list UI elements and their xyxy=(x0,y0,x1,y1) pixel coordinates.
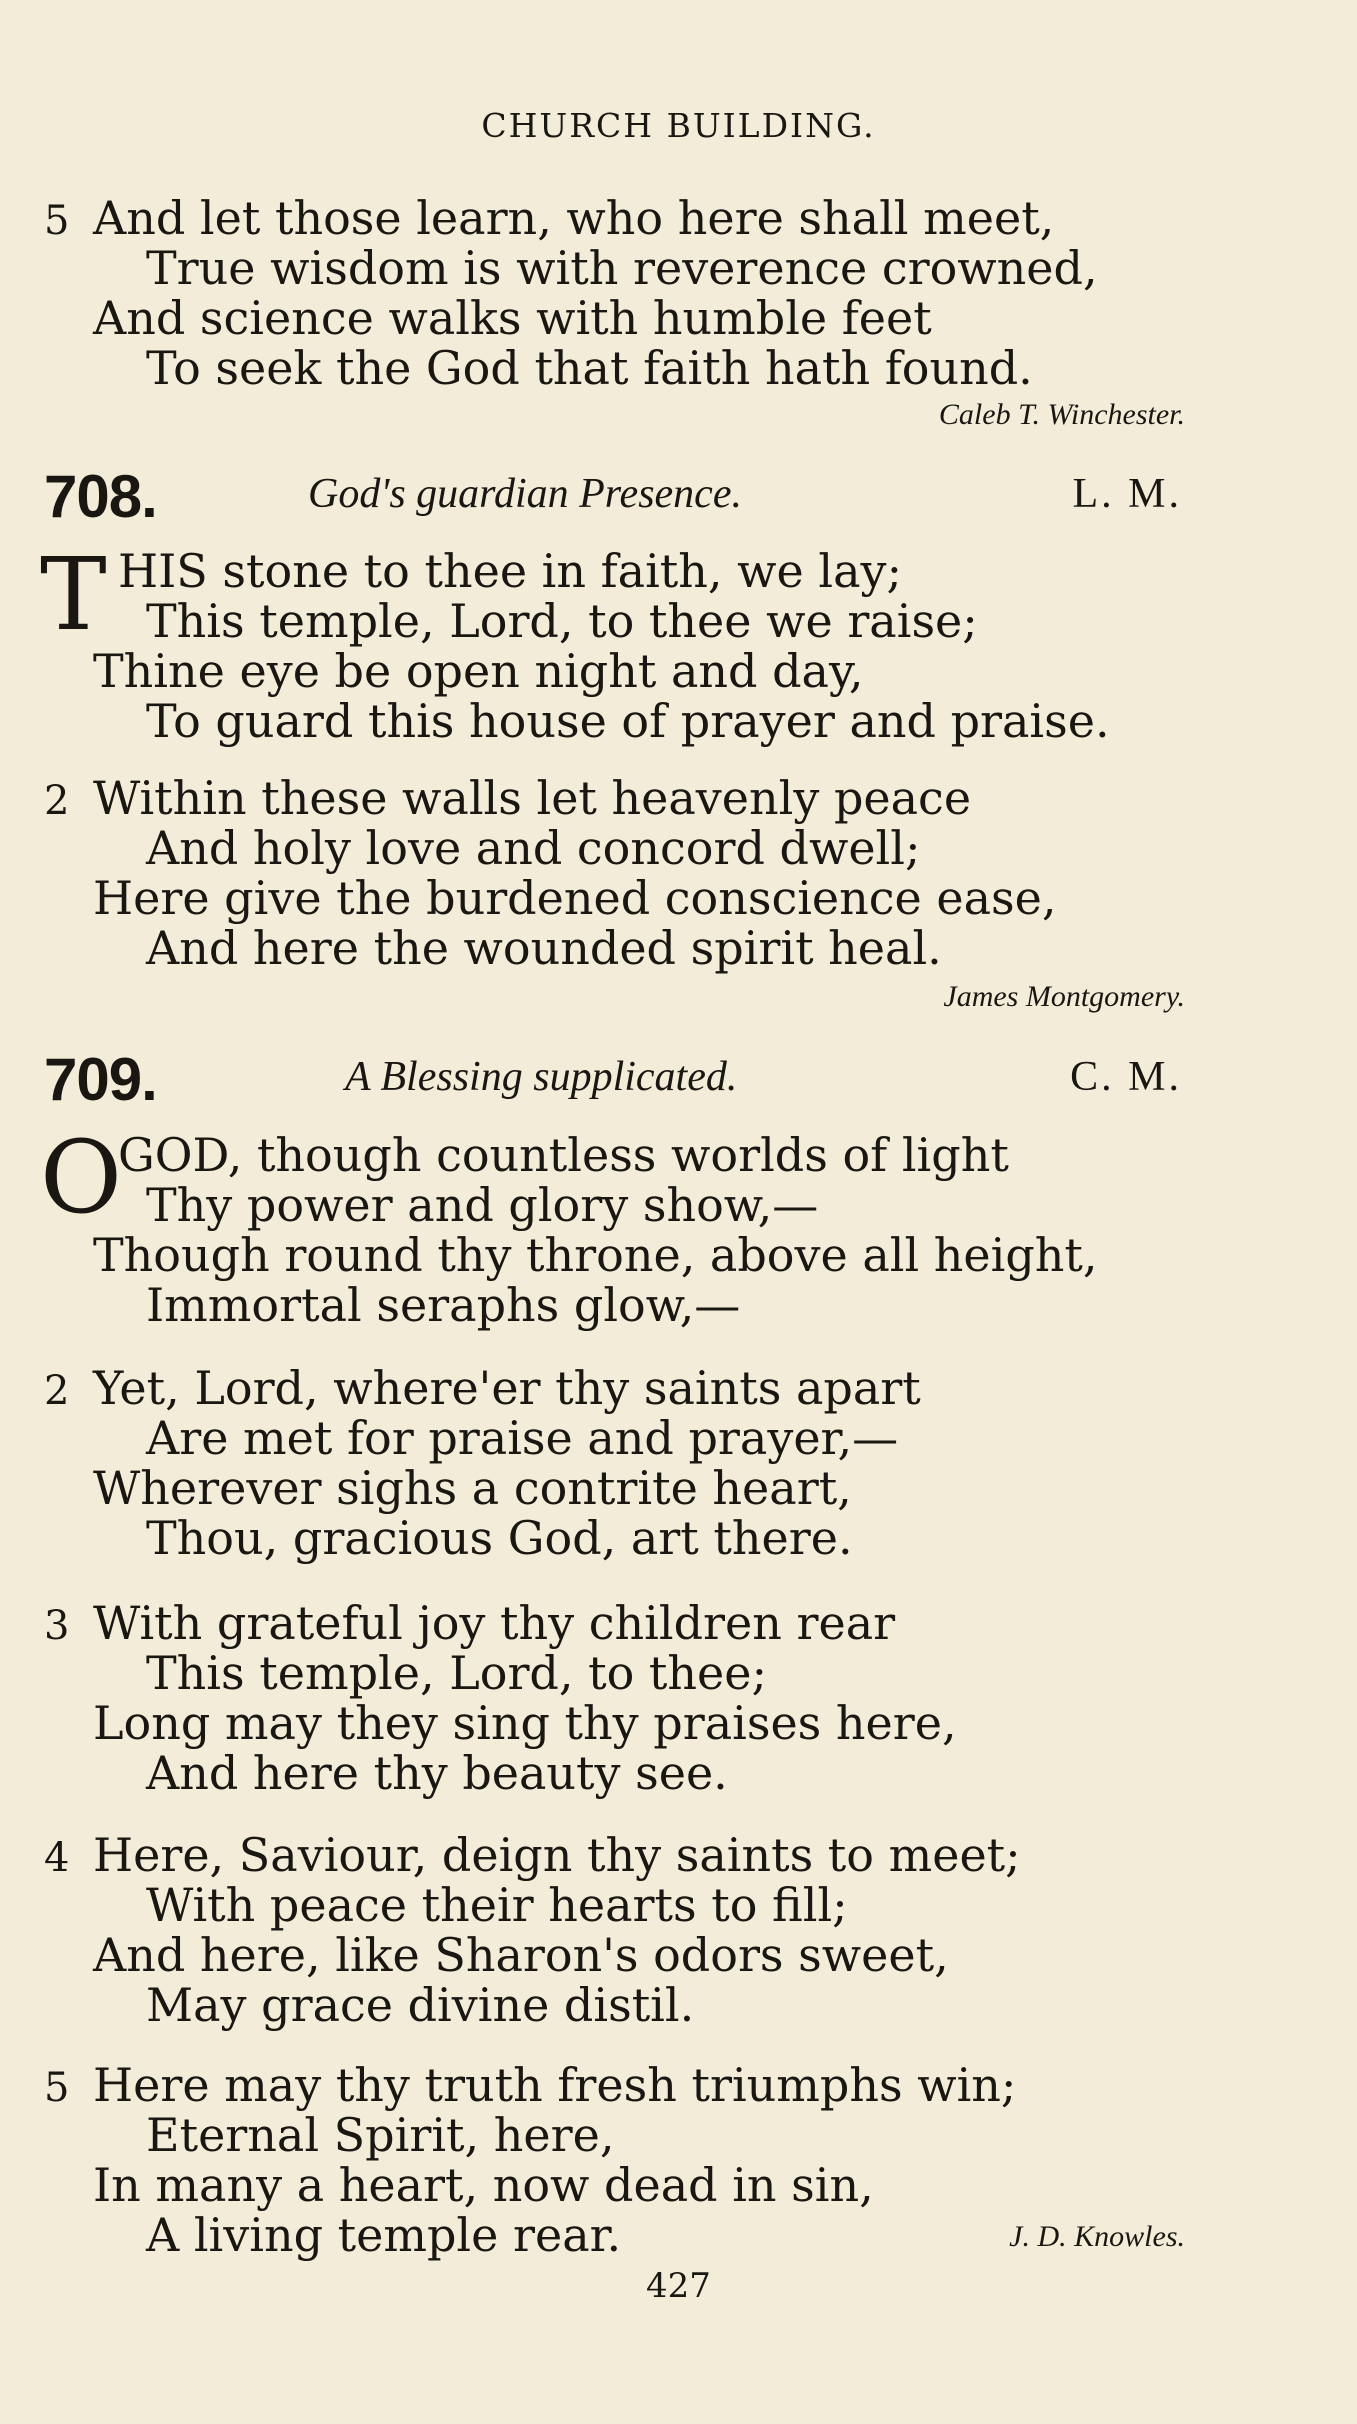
verse-line: And here thy beauty see. xyxy=(146,1746,728,1800)
hymn-author: Caleb T. Winchester. xyxy=(938,398,1185,431)
verse-line: And here the wounded spirit heal. xyxy=(146,921,942,975)
verse-line: A living temple rear. xyxy=(146,2208,622,2262)
verse-line: And let those learn, who here shall meet, xyxy=(93,191,1055,245)
verse-line: Yet, Lord, where'er thy saints apart xyxy=(93,1361,921,1415)
verse-number: 4 xyxy=(44,1835,70,1881)
verse-line: And holy love and concord dwell; xyxy=(146,821,921,875)
verse-line: Though round thy throne, above all height, xyxy=(93,1228,1098,1282)
hymn-meter: L. M. xyxy=(1072,471,1182,517)
verse-number: 3 xyxy=(44,1603,70,1649)
running-header: CHURCH BUILDING. xyxy=(481,106,876,145)
verse-line: True wisdom is with reverence crowned, xyxy=(146,241,1098,295)
hymn-author: James Montgomery. xyxy=(943,980,1185,1013)
page-number: 427 xyxy=(646,2266,711,2306)
verse-number: 5 xyxy=(44,2065,70,2111)
verse-line: Eternal Spirit, here, xyxy=(146,2108,615,2162)
verse-number: 2 xyxy=(44,778,70,824)
verse-line: Immortal seraphs glow,— xyxy=(146,1278,741,1332)
verse-line: In many a heart, now dead in sin, xyxy=(93,2158,874,2212)
verse-line: Thou, gracious God, art there. xyxy=(146,1511,853,1565)
verse-line: Are met for praise and prayer,— xyxy=(146,1411,899,1465)
hymn-number: 709. xyxy=(44,1046,157,1113)
hymn-title: A Blessing supplicated. xyxy=(345,1054,738,1100)
verse-line: To guard this house of prayer and praise. xyxy=(146,694,1110,748)
drop-cap: T xyxy=(40,536,107,653)
hymn-number: 708. xyxy=(44,463,157,530)
hymn-meter: C. M. xyxy=(1070,1054,1182,1100)
hymn-author: J. D. Knowles. xyxy=(1009,2220,1185,2253)
verse-line: Long may they sing thy praises here, xyxy=(93,1696,957,1750)
verse-line: Here give the burdened conscience ease, xyxy=(93,871,1057,925)
verse-line: Within these walls let heavenly peace xyxy=(93,771,972,825)
verse-line: Thine eye be open night and day, xyxy=(93,644,864,698)
verse-line: Wherever sighs a contrite heart, xyxy=(93,1461,852,1515)
verse-line: May grace divine distil. xyxy=(146,1978,695,2032)
drop-cap: O xyxy=(40,1119,122,1236)
verse-line: GOD, though countless worlds of light xyxy=(118,1128,1009,1182)
verse-number: 5 xyxy=(44,198,70,244)
verse-line: With grateful joy thy children rear xyxy=(93,1596,896,1650)
verse-line: With peace their hearts to fill; xyxy=(146,1878,848,1932)
verse-line: Thy power and glory show,— xyxy=(146,1178,819,1232)
verse-line: HIS stone to thee in faith, we lay; xyxy=(118,544,902,598)
verse-line: And science walks with humble feet xyxy=(93,291,932,345)
verse-line: Here may thy truth fresh triumphs win; xyxy=(93,2058,1017,2112)
verse-line: This temple, Lord, to thee we raise; xyxy=(146,594,978,648)
verse-line: Here, Saviour, deign thy saints to meet; xyxy=(93,1828,1021,1882)
verse-line: To seek the God that faith hath found. xyxy=(146,341,1033,395)
verse-line: This temple, Lord, to thee; xyxy=(146,1646,767,1700)
verse-line: And here, like Sharon's odors sweet, xyxy=(93,1928,949,1982)
verse-number: 2 xyxy=(44,1368,70,1414)
hymn-title: God's guardian Presence. xyxy=(308,471,742,517)
